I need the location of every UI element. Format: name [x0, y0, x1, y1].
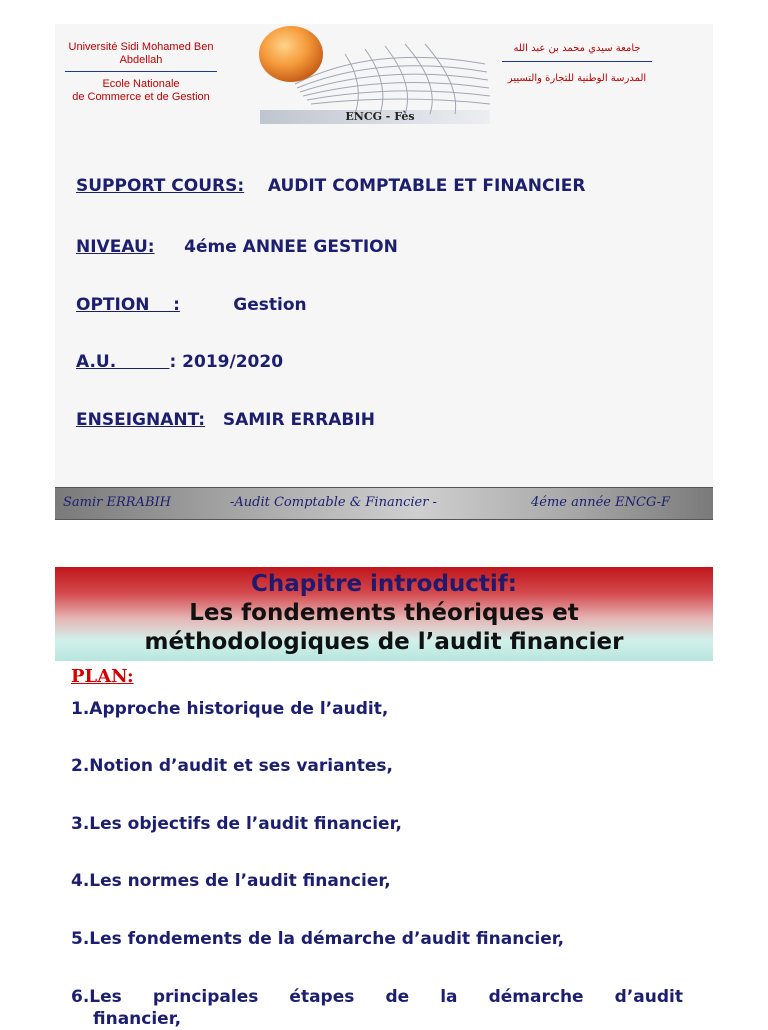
chapter-title-line1: Chapitre introductif: — [250, 571, 518, 597]
niveau-row — [76, 237, 398, 257]
chapter-title-line3: méthodologiques de l’audit financier — [144, 629, 624, 655]
enseignant-label: ENSEIGNANT: — [76, 410, 206, 430]
option-label: OPTION : — [76, 295, 180, 315]
chapter-title-banner — [55, 567, 713, 661]
school-ar: المدرسة الوطنية للتجارة والتسيير — [507, 73, 647, 84]
plan-item: 4.Les normes de l’audit financier, — [71, 871, 391, 891]
support-value: AUDIT COMPTABLE ET FINANCIER — [267, 176, 586, 196]
university-name-ar — [497, 42, 657, 85]
plan-item: 2.Notion d’audit et ses variantes, — [71, 756, 393, 776]
plan-item: 3.Les objectifs de l’audit financier, — [71, 814, 402, 834]
school-fr-line1: Ecole Nationale — [102, 78, 180, 90]
logo-label: ENCG - Fès — [345, 110, 415, 123]
footer-course: -Audit Comptable & Financier - — [230, 495, 437, 510]
cover-slide — [55, 24, 713, 519]
option-row — [76, 295, 307, 315]
chapter-title-line2: Les fondements théoriques et — [189, 600, 579, 626]
university-fr-line1: Université Sidi Mohamed Ben — [68, 41, 214, 53]
option-value: Gestion — [233, 295, 307, 315]
support-label: SUPPORT COURS: — [76, 176, 245, 196]
divider — [65, 71, 217, 72]
au-row — [76, 352, 283, 372]
footer-level: 4éme année ENCG-F — [531, 495, 670, 510]
plan-item: 5.Les fondements de la démarche d’audit financier, — [71, 929, 565, 949]
au-label: A.U. — [76, 352, 170, 372]
plan-item: 6.Les principales étapes de la démarche d’audit — [71, 987, 683, 1007]
support-row — [76, 176, 585, 196]
plan-item: 1.Approche historique de l’audit, — [71, 699, 389, 719]
university-fr-line2: Abdellah — [119, 54, 163, 66]
university-ar: جامعة سيدي محمد بن عبد الله — [513, 43, 641, 54]
niveau-value: 4éme ANNEE GESTION — [184, 237, 398, 257]
school-fr-line2: de Commerce et de Gestion — [72, 91, 210, 103]
plan-item-continuation: financier, — [93, 1009, 182, 1029]
enseignant-row — [76, 410, 375, 430]
niveau-label: NIVEAU: — [76, 237, 155, 257]
divider — [502, 61, 652, 62]
footer-author: Samir ERRABIH — [63, 495, 171, 510]
university-name-fr — [61, 41, 221, 104]
plan-label: PLAN: — [71, 666, 134, 687]
slide-footer — [55, 487, 713, 520]
au-value: : 2019/2020 — [169, 352, 284, 372]
enseignant-value: SAMIR ERRABIH — [222, 410, 375, 430]
chapter-slide — [55, 567, 713, 1029]
